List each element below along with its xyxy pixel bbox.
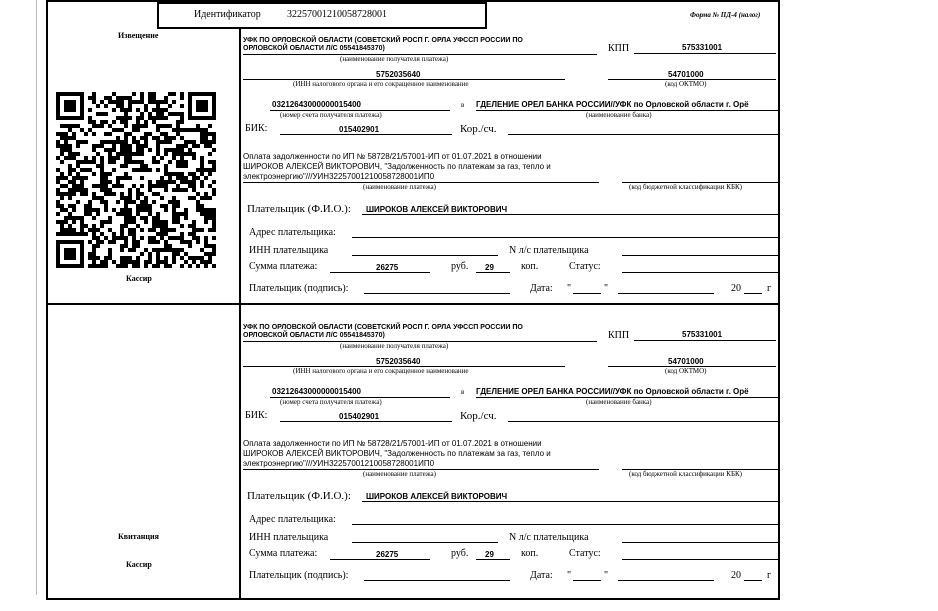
- date-quote-open: ": [567, 283, 572, 294]
- account-value: 03212643000000015400: [272, 100, 361, 109]
- sign-label: Плательщик (подпись):: [249, 283, 349, 294]
- sum-kop-value: 29: [485, 263, 494, 272]
- address-underline: [352, 237, 778, 238]
- date-quote-close: ": [604, 570, 609, 581]
- purpose-line-3: электроэнергию"///УИН32257001210058728001ИП0: [243, 172, 435, 181]
- address-label: Адрес плательщика:: [249, 514, 336, 525]
- form-number: Форма № ПД-4 (налог): [690, 11, 761, 19]
- identifier-label: Идентификатор: [194, 9, 261, 20]
- form-left-border: [46, 0, 48, 600]
- kop-label: коп.: [521, 261, 539, 272]
- sum-rub-value: 26275: [376, 550, 399, 559]
- rub-label: руб.: [451, 261, 469, 272]
- purpose-line-3: электроэнергию"///УИН32257001210058728001ИП0: [243, 459, 435, 468]
- year-underline: [744, 293, 762, 294]
- payer-account-label: N л/с плательщика: [509, 245, 589, 256]
- payer-underline: [362, 214, 778, 215]
- rub-label: руб.: [451, 548, 469, 559]
- left-page-border: [36, 0, 37, 595]
- payer-underline: [362, 501, 778, 502]
- in-label: в: [461, 101, 465, 109]
- qr-code: [56, 92, 216, 268]
- form-right-border: [778, 0, 780, 600]
- date-month-underline: [618, 293, 714, 294]
- payer-label: Плательщик (Ф.И.О.):: [247, 490, 351, 502]
- bank-value: ГДЕЛЕНИЕ ОРЕЛ БАНКА РОССИИ//УФК по Орловской области г. Орё: [476, 387, 749, 396]
- sum-kop-underline: [476, 272, 510, 273]
- inn-value: 5752035640: [376, 70, 421, 79]
- form-bottom-border: [46, 598, 780, 600]
- address-label: Адрес плательщика:: [249, 227, 336, 238]
- form-divider: [239, 28, 241, 600]
- date-day-underline: [573, 580, 601, 581]
- bank-value: ГДЕЛЕНИЕ ОРЕЛ БАНКА РОССИИ//УФК по Орловской области г. Орё: [476, 100, 749, 109]
- sum-rub-underline: [330, 272, 430, 273]
- status-underline: [622, 272, 778, 273]
- bank-caption: (наименование банка): [586, 111, 652, 119]
- payer-account-label: N л/с плательщика: [509, 532, 589, 543]
- cashier-bottom-label: Кассир: [126, 560, 152, 569]
- payer-inn-label: ИНН плательщика: [249, 245, 329, 256]
- kpp-label: КПП: [608, 43, 630, 54]
- kor-underline: [508, 134, 778, 135]
- sum-kop-value: 29: [485, 550, 494, 559]
- address-underline: [352, 524, 778, 525]
- in-label: в: [461, 388, 465, 396]
- kbk-caption: (код бюджетной классификации КБК): [629, 470, 742, 478]
- date-label: Дата:: [530, 570, 553, 581]
- date-quote-open: ": [567, 570, 572, 581]
- cashier-top-label: Кассир: [126, 274, 152, 283]
- sign-underline: [364, 580, 510, 581]
- purpose-line-2: ШИРОКОВ АЛЕКСЕЙ ВИКТОРОВИЧ, "Задолженность по платежам за газ, тепло и: [243, 162, 551, 171]
- date-label: Дата:: [530, 283, 553, 294]
- payer-account-underline: [622, 255, 778, 256]
- notice-label: Извещение: [118, 31, 159, 40]
- payer-account-underline: [622, 542, 778, 543]
- kpp-value: 575331001: [682, 330, 723, 339]
- inn-value: 5752035640: [376, 357, 421, 366]
- bik-value: 015402901: [339, 412, 380, 421]
- bik-label: БИК:: [245, 123, 268, 134]
- inn-caption: (ИНН налогового органа и его сокращенное наименование: [293, 367, 469, 375]
- kpp-value: 575331001: [682, 43, 723, 52]
- payer-inn-underline: [352, 542, 498, 543]
- recipient-line-2: ОРЛОВСКОЙ ОБЛАСТИ Л/С 05541845370): [243, 45, 385, 52]
- payer-value: ШИРОКОВ АЛЕКСЕЙ ВИКТОРОВИЧ: [366, 205, 508, 214]
- kor-label: Кор./сч.: [460, 123, 497, 135]
- inn-caption: (ИНН налогового органа и его сокращенное наименование: [293, 80, 469, 88]
- purpose-caption: (наименование платежа): [363, 183, 436, 191]
- sum-kop-underline: [476, 559, 510, 560]
- bank-caption: (наименование банка): [586, 398, 652, 406]
- sign-label: Плательщик (подпись):: [249, 570, 349, 581]
- date-quote-close: ": [604, 283, 609, 294]
- kpp-label: КПП: [608, 330, 630, 341]
- bik-underline: [280, 134, 452, 135]
- year-underline: [744, 580, 762, 581]
- payer-inn-label: ИНН плательщика: [249, 532, 329, 543]
- form-middle-border: [46, 303, 780, 305]
- kop-label: коп.: [521, 548, 539, 559]
- kpp-underline: [634, 340, 776, 341]
- sum-label: Сумма платежа:: [249, 261, 318, 272]
- receipt-label: Квитанция: [118, 532, 159, 541]
- bik-value: 015402901: [339, 125, 380, 134]
- oktmo-value: 54701000: [668, 70, 704, 79]
- purpose-line-1: Оплата задолженности по ИП № 58728/21/57001-ИП от 01.07.2021 в отношении: [243, 439, 542, 448]
- recipient-caption: (наименование получателя платежа): [340, 342, 449, 350]
- status-label: Статус:: [569, 261, 601, 272]
- year-suffix: г: [767, 283, 772, 294]
- status-label: Статус:: [569, 548, 601, 559]
- oktmo-caption: (код ОКТМО): [665, 367, 707, 375]
- sign-underline: [364, 293, 510, 294]
- purpose-line-2: ШИРОКОВ АЛЕКСЕЙ ВИКТОРОВИЧ, "Задолженность по платежам за газ, тепло и: [243, 449, 551, 458]
- sum-label: Сумма платежа:: [249, 548, 318, 559]
- kpp-underline: [634, 53, 776, 54]
- sum-rub-underline: [330, 559, 430, 560]
- identifier-value: 32257001210058728001: [287, 9, 387, 20]
- account-caption: (номер счета получателя платежа): [280, 398, 382, 406]
- year-suffix: г: [767, 570, 772, 581]
- recipient-line-2: ОРЛОВСКОЙ ОБЛАСТИ Л/С 05541845370): [243, 332, 385, 339]
- payer-value: ШИРОКОВ АЛЕКСЕЙ ВИКТОРОВИЧ: [366, 492, 508, 501]
- recipient-line-1: УФК ПО ОРЛОВСКОЙ ОБЛАСТИ (СОВЕТСКИЙ РОСП Г. ОРЛА УФССП РОССИИ ПО: [243, 324, 523, 331]
- purpose-line-1: Оплата задолженности по ИП № 58728/21/57001-ИП от 01.07.2021 в отношении: [243, 152, 542, 161]
- bik-label: БИК:: [245, 410, 268, 421]
- kor-label: Кор./сч.: [460, 410, 497, 422]
- sum-rub-value: 26275: [376, 263, 399, 272]
- oktmo-caption: (код ОКТМО): [665, 80, 707, 88]
- recipient-line-1: УФК ПО ОРЛОВСКОЙ ОБЛАСТИ (СОВЕТСКИЙ РОСП Г. ОРЛА УФССП РОССИИ ПО: [243, 37, 523, 44]
- recipient-caption: (наименование получателя платежа): [340, 55, 449, 63]
- payer-inn-underline: [352, 255, 498, 256]
- year-prefix: 20: [731, 283, 741, 294]
- status-underline: [622, 559, 778, 560]
- account-value: 03212643000000015400: [272, 387, 361, 396]
- purpose-caption: (наименование платежа): [363, 470, 436, 478]
- date-month-underline: [618, 580, 714, 581]
- kbk-caption: (код бюджетной классификации КБК): [629, 183, 742, 191]
- account-caption: (номер счета получателя платежа): [280, 111, 382, 119]
- bik-underline: [280, 421, 452, 422]
- date-day-underline: [573, 293, 601, 294]
- year-prefix: 20: [731, 570, 741, 581]
- payer-label: Плательщик (Ф.И.О.):: [247, 203, 351, 215]
- oktmo-value: 54701000: [668, 357, 704, 366]
- kor-underline: [508, 421, 778, 422]
